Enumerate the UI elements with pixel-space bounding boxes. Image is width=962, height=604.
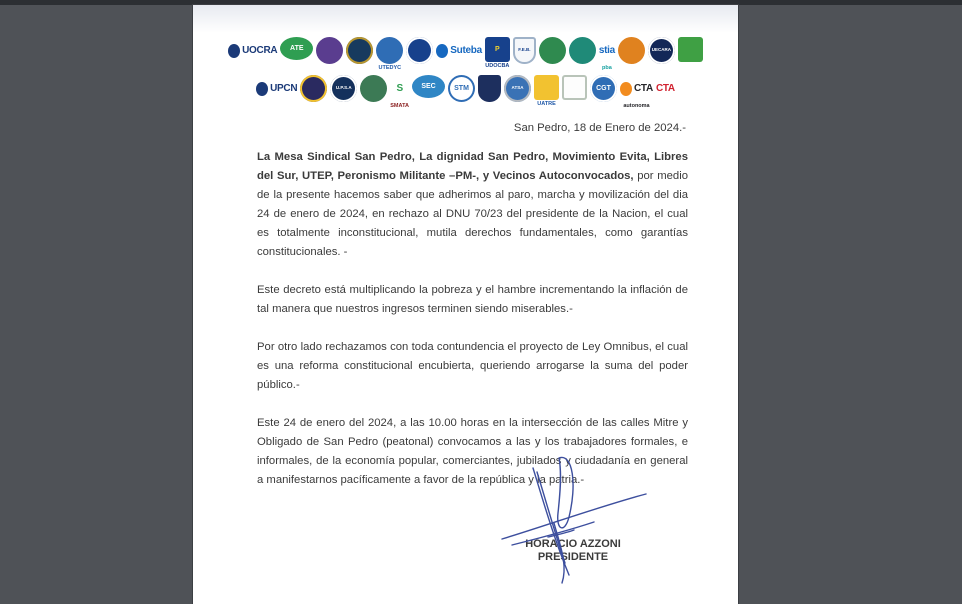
union-teal-emblem-icon [569, 37, 596, 64]
logo-patrones-wheel [346, 37, 373, 64]
logo-cta-autonoma [620, 75, 653, 109]
union-orange-wheat-icon [618, 37, 645, 64]
paragraph-decreto: Este decreto está multiplicando la pobreza y el hambre incrementando la inflación de tal manera que nuestros ingresos terminen siendo miserables.- [257, 284, 688, 315]
logo-somu-ships [360, 75, 387, 102]
logo-union-navy-shield [478, 75, 501, 102]
logo-upsa [330, 75, 357, 102]
letter-body [193, 148, 738, 490]
logo-stm [448, 75, 475, 102]
logo-suteba [436, 37, 482, 64]
logo-sec [412, 75, 445, 98]
logo-cgt [590, 75, 617, 102]
cta-autonoma-label: autonoma [623, 103, 650, 109]
letterhead [193, 5, 738, 109]
utedyc-icon [376, 37, 403, 64]
stm-icon: STM [448, 75, 475, 102]
date-line: San Pedro, 18 de Enero de 2024.- [513, 122, 686, 134]
signature-block [488, 451, 658, 601]
union-bridge-icon [316, 37, 343, 64]
feb-icon: F.E.B. [513, 37, 536, 64]
handwritten-signature [496, 451, 650, 591]
logo-union-teal-emblem [569, 37, 596, 64]
signer-title: PRESIDENTE [537, 551, 609, 563]
union-gear-icon [300, 75, 327, 102]
logo-uocra [228, 37, 277, 64]
logo-union-green-building [539, 37, 566, 64]
upcn-icon [256, 82, 268, 96]
sec-icon: SEC [412, 75, 445, 98]
logo-cta-trabajadores [656, 75, 675, 102]
stia-pba-label: pba [601, 65, 612, 71]
logo-feb [513, 37, 536, 64]
logo-guinches-stamp [562, 75, 587, 100]
cta-trabajadores-wordmark: CTA [655, 83, 675, 94]
logo-union-bridge [316, 37, 343, 64]
logo-union-gear [300, 75, 327, 102]
uatre-icon [534, 75, 559, 100]
uocra-wordmark: UOCRA [242, 45, 278, 56]
udocba-label: UDOCBA [485, 63, 510, 69]
cta-autonoma-icon [620, 82, 632, 96]
uecara-icon: UECARA [648, 37, 675, 64]
uocra-icon [228, 44, 240, 58]
letter-document [193, 5, 738, 604]
logo-utedyc [376, 37, 403, 71]
uatre-label: UATRE [537, 101, 556, 107]
logo-uatre [534, 75, 559, 107]
suteba-icon [436, 44, 448, 58]
paragraph-convocatoria: Este 24 de enero del 2024, a las 10.00 horas en la intersección de las calles Mitre y Obligado de San Pedro (peatonal) convocamos a las y los trabajadores formales, e informales, de la economía popular, comerciantes, jubilados y ciudadanía en general a manifestarnos pacíficamente a favor de la república y la patria.- [257, 417, 688, 486]
guinches-stamp-icon [562, 75, 587, 100]
logo-ate [280, 37, 313, 60]
camioneros-truck-icon [678, 37, 703, 62]
logos-row-2 [193, 75, 738, 109]
udocba-icon: P [485, 37, 510, 62]
paragraph-adhesion-text: por medio de la presente hacemos saber que adherimos al paro, marcha y movilización del dia 24 de enero de 2024, en rechazo al DNU 70/23 del presidente de la Nacion, el cual es totalmente inconstitucional, mutila derechos fundamentales, como garantías constitucionales. - [257, 170, 688, 258]
signer-name: HORACIO AZZONI [525, 538, 621, 550]
union-green-building-icon [539, 37, 566, 64]
atsa-icon: ATSA [504, 75, 531, 102]
cgt-icon: CGT [590, 75, 617, 102]
ate-icon: ATE [280, 37, 313, 60]
cta-autonoma-wordmark: CTA [634, 83, 653, 94]
patrones-wheel-icon [346, 37, 373, 64]
logo-smata [390, 75, 409, 109]
logo-union-orange-wheat [618, 37, 645, 64]
smata-wordmark: S [396, 83, 403, 94]
utedyc-label: UTEDYC [378, 65, 402, 71]
logo-camioneros-truck [678, 37, 703, 62]
paragraph-ley-omnibus: Por otro lado rechazamos con toda contundencia el proyecto de Ley Omnibus, el cual es una reforma constitucional encubierta, queriendo arrogarse la suma del poder público.- [257, 341, 688, 391]
paragraph-adhesion [257, 148, 688, 262]
smata-label: SMATA [390, 103, 410, 109]
logos-row-1 [193, 37, 738, 71]
logo-uecara [648, 37, 675, 64]
upsa-icon: U.P.S.A [330, 75, 357, 102]
suteba-wordmark: Suteba [450, 45, 482, 56]
logo-stia-pba [599, 37, 615, 71]
logo-upcn [256, 75, 297, 102]
signatory-organizations: La Mesa Sindical San Pedro, La dignidad San Pedro, Movimiento Evita, Libres del Sur, UTEP, Peronismo Militante –PM-, y Vecinos Autoconvocados, [257, 151, 688, 182]
logo-union-blue-emblem [406, 37, 433, 64]
logo-atsa [504, 75, 531, 102]
upcn-wordmark: UPCN [270, 83, 298, 94]
somu-ships-icon [360, 75, 387, 102]
union-blue-emblem-icon [406, 37, 433, 64]
logo-udocba [485, 37, 510, 69]
union-navy-shield-icon [478, 75, 501, 102]
stia-pba-wordmark: stia [598, 45, 615, 56]
